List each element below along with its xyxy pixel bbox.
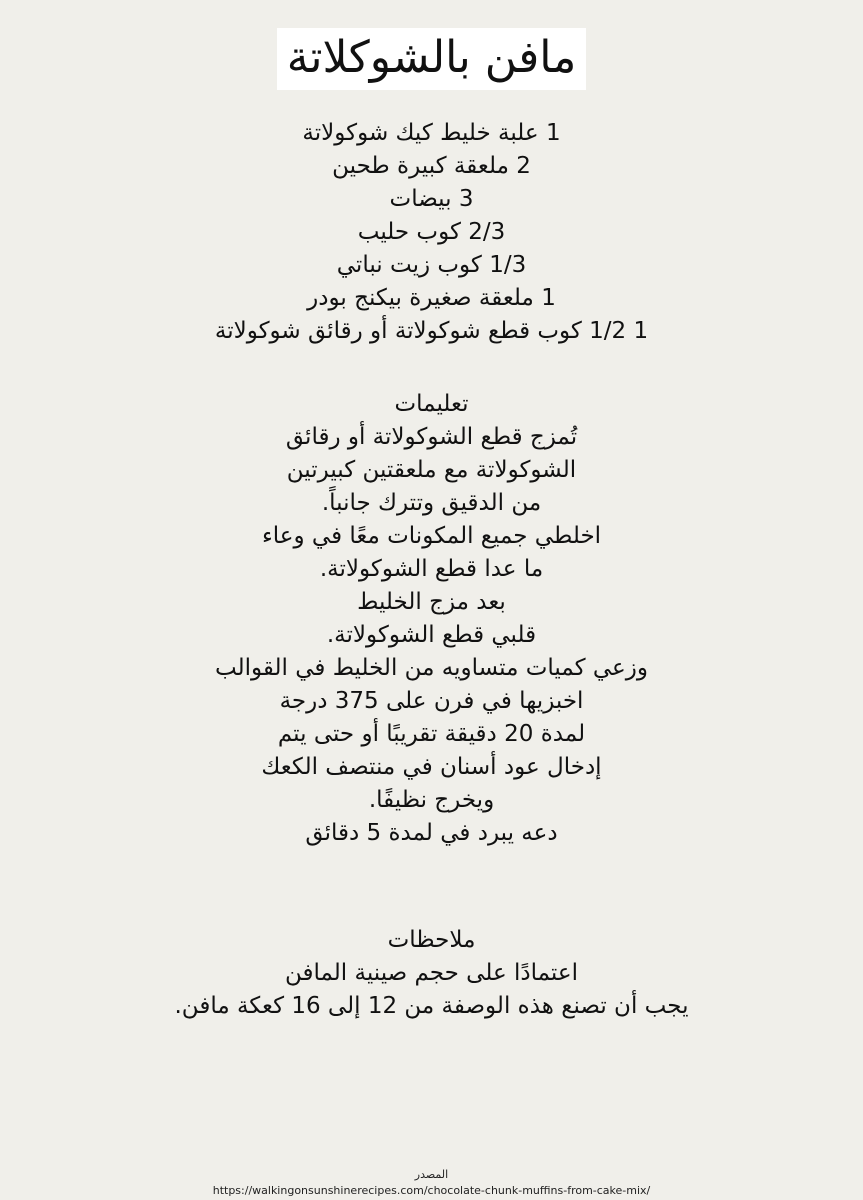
title-wrapper: [0, 28, 863, 90]
ingredient-item: 1 علبة خليط كيك شوكولاتة: [302, 120, 561, 146]
ingredient-item: 2/3 كوب حليب: [357, 219, 506, 245]
instruction-line: ويخرج نظيفًا.: [368, 787, 495, 813]
instruction-line: اخبزيها في فرن على 375 درجة: [279, 688, 584, 714]
page-title: مافن بالشوكلاتة: [277, 28, 587, 90]
instruction-line: من الدقيق وتترك جانباً.: [321, 490, 542, 516]
instruction-line: وزعي كميات متساويه من الخليط في القوالب: [215, 655, 648, 681]
instruction-line: لمدة 20 دقيقة تقريبًا أو حتى يتم: [277, 721, 586, 747]
source-link[interactable]: https://walkingonsunshinerecipes.com/chocolate-chunk-muffins-from-cake-mix/: [212, 1184, 651, 1197]
ingredient-item: 1 ملعقة صغيرة بيكنج بودر: [307, 285, 556, 311]
instruction-line: تُمزج قطع الشوكولاتة أو رقائق: [285, 424, 578, 450]
instruction-line: بعد مزج الخليط: [357, 589, 506, 615]
instruction-line: الشوكولاتة مع ملعقتين كبيرتين: [286, 457, 577, 483]
instructions-heading: تعليمات: [394, 391, 469, 417]
note-line: اعتمادًا على حجم صينية المافن: [284, 960, 578, 986]
notes-heading: ملاحظات: [387, 927, 476, 953]
note-line: يجب أن تصنع هذه الوصفة من 12 إلى 16 كعكة مافن.: [174, 993, 689, 1019]
ingredient-item: 1 1/2 كوب قطع شوكولاتة أو رقائق شوكولاتة: [214, 318, 649, 344]
instruction-line: إدخال عود أسنان في منتصف الكعك: [261, 754, 602, 780]
instruction-line: قلبي قطع الشوكولاتة.: [326, 622, 537, 648]
ingredients-list: [0, 117, 863, 348]
ingredient-item: 2 ملعقة كبيرة طحين: [332, 153, 531, 179]
notes-list: [0, 957, 863, 1023]
instruction-line: اخلطي جميع المكونات معًا في وعاء: [261, 523, 602, 549]
ingredient-item: 3 بيضات: [389, 186, 474, 212]
instruction-line: ما عدا قطع الشوكولاتة.: [319, 556, 544, 582]
instruction-line: دعه يبرد في لمدة 5 دقائق: [305, 820, 558, 846]
ingredient-item: 1/3 كوب زيت نباتي: [336, 252, 527, 278]
source-label: المصدر: [414, 1168, 449, 1181]
instructions-list: [0, 421, 863, 850]
